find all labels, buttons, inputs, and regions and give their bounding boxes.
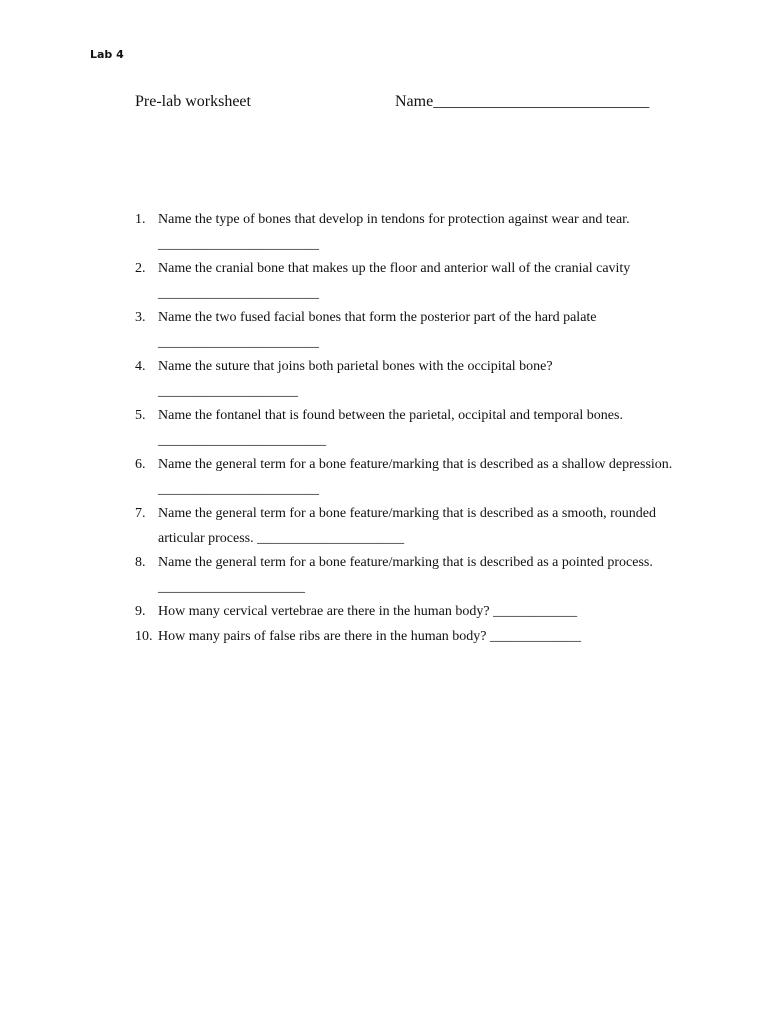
question-number: 9. [135, 604, 146, 619]
question-text: Name the general term for a bone feature/marking that is described as a smooth, rounded articular process. _____________________ [158, 506, 656, 546]
lab-label: Lab 4 [90, 48, 124, 61]
question-item [135, 625, 695, 650]
question-number: 4. [135, 359, 146, 374]
question-text: How many pairs of false ribs are there in the human body? _____________ [158, 628, 582, 644]
question-number: 7. [135, 506, 146, 521]
answer-blank: _______________________ [158, 334, 319, 350]
question-item [135, 306, 695, 355]
question-number: 2. [135, 261, 146, 276]
question-item [135, 404, 695, 453]
question-item [135, 208, 695, 257]
name-field: Name___________________________ [395, 93, 650, 110]
question-text: Name the suture that joins both parietal bones with the occipital bone? [158, 359, 553, 374]
question-item [135, 600, 695, 625]
question-text: Name the cranial bone that makes up the floor and anterior wall of the cranial cavity [158, 261, 631, 276]
question-list [135, 208, 695, 649]
question-number: 8. [135, 555, 146, 570]
question-number: 3. [135, 310, 146, 325]
answer-blank: ________________________ [158, 432, 326, 448]
question-item [135, 257, 695, 306]
answer-blank: _______________________ [158, 285, 319, 301]
answer-blank: _______________________ [158, 481, 319, 497]
answer-blank: ____________________ [158, 383, 298, 399]
question-item [135, 355, 695, 404]
question-item [135, 453, 695, 502]
worksheet-title: Pre-lab worksheet [135, 93, 251, 110]
question-text: Name the type of bones that develop in tendons for protection against wear and tear. [158, 212, 630, 227]
question-number: 5. [135, 408, 146, 423]
question-text: Name the two fused facial bones that form the posterior part of the hard palate [158, 310, 597, 325]
answer-blank: _______________________ [158, 236, 319, 252]
question-item [135, 502, 695, 551]
question-text: Name the fontanel that is found between the parietal, occipital and temporal bones. [158, 408, 623, 423]
answer-blank: _____________________ [158, 579, 305, 595]
question-number: 1. [135, 212, 146, 227]
question-text: Name the general term for a bone feature/marking that is described as a pointed process. [158, 555, 653, 570]
question-number: 10. [135, 628, 153, 644]
question-number: 6. [135, 457, 146, 472]
question-item [135, 551, 695, 600]
question-text: How many cervical vertebrae are there in the human body? ____________ [158, 604, 578, 619]
question-text: Name the general term for a bone feature/marking that is described as a shallow depression. [158, 457, 673, 472]
